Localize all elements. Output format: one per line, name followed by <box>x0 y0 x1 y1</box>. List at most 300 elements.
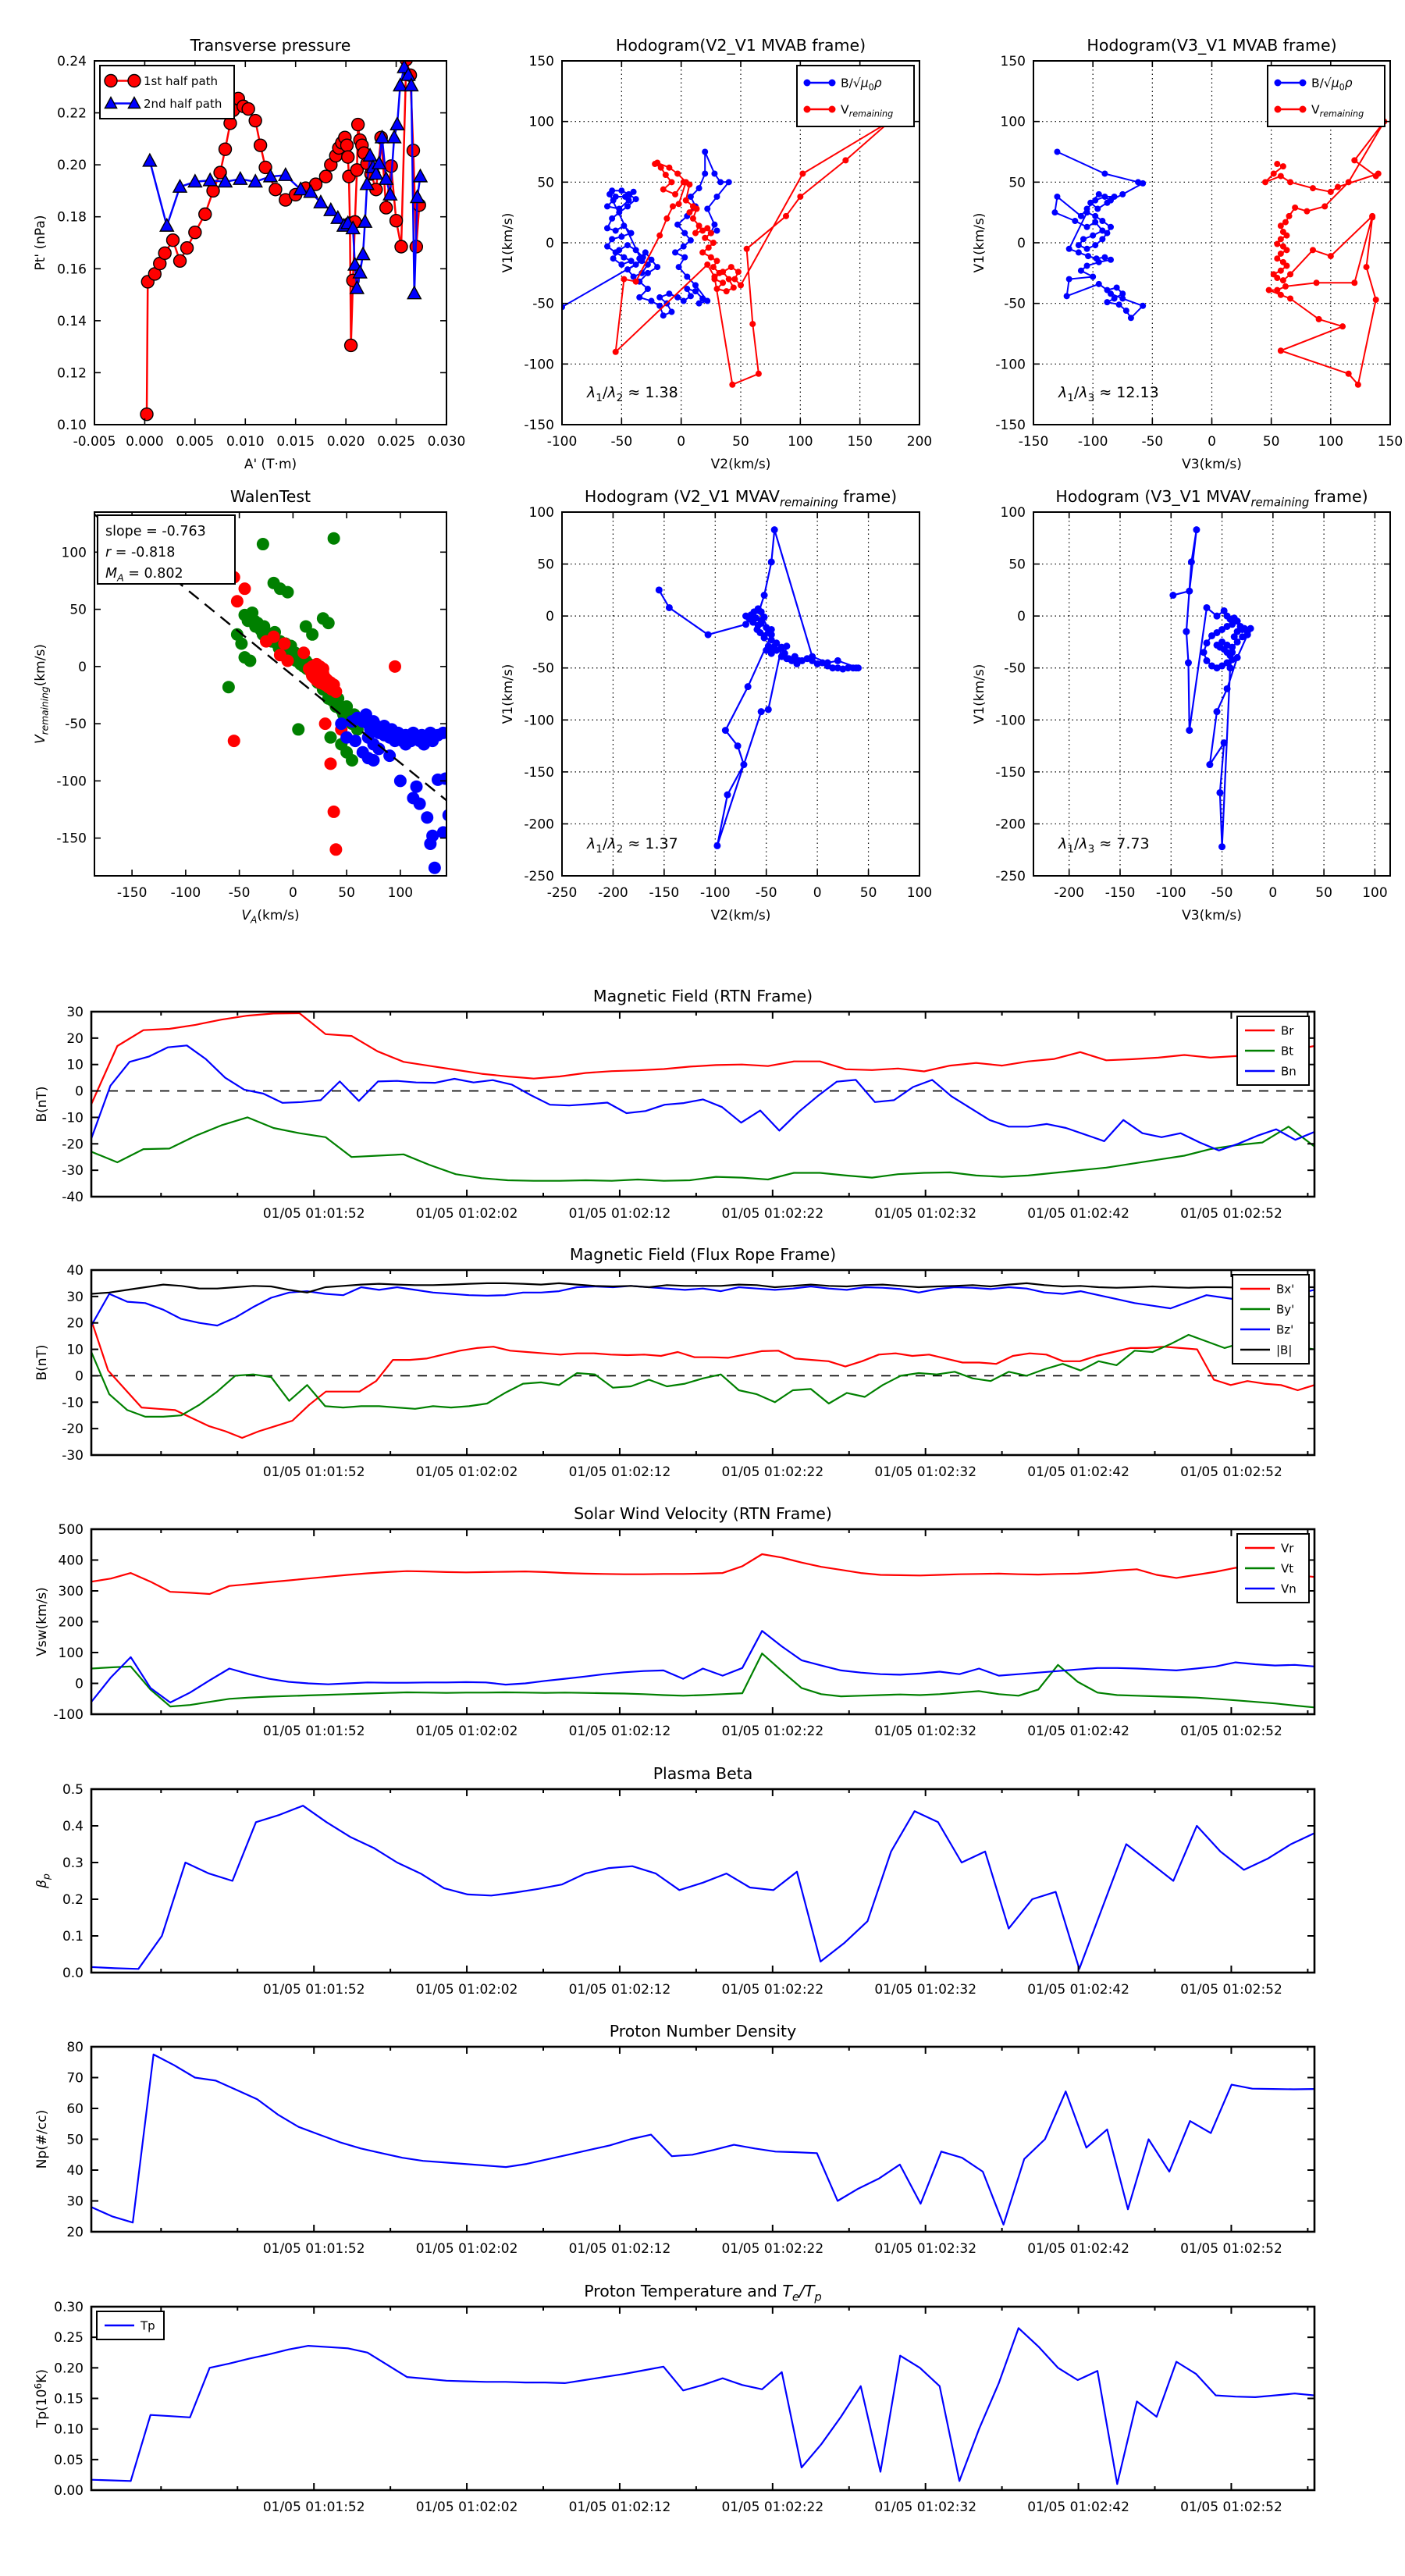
x-tick-label: 01/05 01:01:52 <box>262 2500 365 2515</box>
legend-label: 2nd half path <box>144 97 222 111</box>
dot-marker <box>1227 664 1234 671</box>
dot-marker <box>674 222 681 228</box>
y-tick-label: -200 <box>995 817 1026 833</box>
y-tick-label: -10 <box>62 1110 84 1126</box>
dot-marker <box>783 213 789 219</box>
x-tick-label: 0 <box>1208 434 1216 450</box>
dot-marker <box>710 264 717 270</box>
dot-marker <box>834 657 841 664</box>
x-tick-label: 100 <box>1362 885 1388 901</box>
dot-marker <box>1104 200 1110 206</box>
y-tick-label: 300 <box>58 1584 84 1599</box>
dot-marker <box>1096 191 1102 197</box>
dot-marker <box>681 230 688 237</box>
x-tick-label: 0 <box>1268 885 1278 901</box>
dot-marker <box>663 215 670 222</box>
y-tick-label: -30 <box>62 1448 84 1464</box>
dot-marker <box>346 715 358 728</box>
dot-marker <box>1286 213 1293 219</box>
y-tick-label: 10 <box>66 1342 84 1358</box>
dot-marker <box>1104 299 1110 305</box>
circle-marker <box>199 208 212 220</box>
circle-marker <box>181 242 194 254</box>
legend-label: $V_{remaining}$ <box>1311 102 1364 119</box>
x-tick-label: 100 <box>788 434 813 450</box>
dot-marker <box>1292 205 1298 211</box>
dot-marker <box>228 735 240 747</box>
x-tick-label: 150 <box>1377 434 1403 450</box>
p6-series-group <box>91 1806 1314 1969</box>
x-tick-label: 100 <box>906 885 933 901</box>
chart-title-c4: WalenTest <box>229 487 311 506</box>
dot-marker <box>656 294 663 301</box>
dot-marker <box>1278 173 1284 180</box>
dot-marker <box>1310 185 1316 191</box>
dot-marker <box>1186 727 1193 734</box>
stat-line-2: $M_A = 0.802$ <box>105 566 183 584</box>
dot-marker <box>1373 173 1379 180</box>
chart-title-p8: Proton Temperature and $T_e/T_p$ <box>584 2282 822 2304</box>
dot-marker <box>437 727 450 739</box>
x-tick-label: 100 <box>1318 434 1344 450</box>
dot-marker <box>239 582 251 595</box>
dot-marker <box>328 532 340 545</box>
y-tick-label: 20 <box>66 1030 84 1047</box>
dot-marker <box>1108 257 1114 263</box>
dot-marker <box>616 209 622 215</box>
y-tick-label: -150 <box>56 831 87 847</box>
circle-marker <box>140 408 153 421</box>
legend-c2 <box>797 66 914 126</box>
legend-label: |B| <box>1276 1343 1293 1357</box>
dot-marker <box>708 230 714 237</box>
dot-marker <box>1096 281 1102 287</box>
y-tick-label: 0.24 <box>57 54 87 69</box>
y-tick-label: 0 <box>75 1083 84 1100</box>
x-tick-label: 50 <box>1315 885 1332 901</box>
dot-marker <box>1084 246 1090 252</box>
dot-marker <box>740 761 747 768</box>
dot-marker <box>1090 233 1096 239</box>
dot-marker <box>660 312 667 318</box>
dot-marker <box>1355 382 1361 388</box>
circle-marker <box>407 144 419 157</box>
y-tick-label: 100 <box>61 545 87 561</box>
x-tick-label: 01/05 01:02:12 <box>568 2241 671 2257</box>
c6-series-group <box>1169 526 1254 850</box>
dot-marker <box>624 242 631 248</box>
dot-marker <box>761 592 768 599</box>
dot-marker <box>1084 209 1090 215</box>
x-tick-label: 01/05 01:02:22 <box>721 2241 824 2257</box>
x-tick-label: 01/05 01:01:52 <box>262 1206 365 1222</box>
x-axis-label: V3(km/s) <box>1182 457 1242 472</box>
dot-marker <box>1101 170 1108 176</box>
legend-p4 <box>1232 1275 1309 1364</box>
stat-line-0: slope = -0.763 <box>105 524 206 539</box>
p3-panel <box>34 987 1314 1222</box>
dot-marker <box>722 727 729 734</box>
x-tick-label: 50 <box>338 885 355 901</box>
x-tick-label: 01/05 01:01:52 <box>262 1724 365 1739</box>
y-tick-label: 0.4 <box>62 1819 84 1834</box>
x-tick-label: 0.020 <box>326 434 365 450</box>
dot-marker <box>756 607 763 614</box>
p6-ticks <box>62 1782 1314 1998</box>
c3-series-group <box>1051 119 1387 388</box>
x-tick-label: 0 <box>288 885 297 901</box>
x-tick-label: 0.025 <box>377 434 415 450</box>
series-Np <box>91 2055 1314 2225</box>
c5-ticks <box>524 505 932 901</box>
y-tick-label: 0.22 <box>57 105 87 122</box>
x-tick-label: -150 <box>1104 885 1136 901</box>
dot-marker <box>1092 219 1098 226</box>
y-tick-label: -100 <box>995 357 1026 373</box>
y-tick-label: 10 <box>66 1057 84 1073</box>
x-tick-label: 01/05 01:02:42 <box>1027 1464 1129 1480</box>
y-tick-label: -100 <box>995 713 1026 729</box>
dot-marker <box>1234 654 1241 661</box>
y-tick-label: 100 <box>528 114 554 130</box>
dot-marker <box>1278 222 1284 229</box>
x-tick-label: 01/05 01:02:32 <box>874 1724 977 1739</box>
y-tick-label: -100 <box>524 713 554 729</box>
dot-marker <box>666 290 672 297</box>
x-tick-label: 01/05 01:02:12 <box>568 1206 671 1222</box>
dot-marker <box>1169 592 1176 599</box>
y-tick-label: 50 <box>537 557 554 573</box>
legend-p3 <box>1237 1016 1309 1085</box>
dot-marker <box>713 842 720 849</box>
circle-marker <box>395 240 407 253</box>
dot-marker <box>618 262 624 268</box>
y-tick-label: 0.30 <box>54 2300 84 2315</box>
x-tick-label: -50 <box>1141 434 1164 450</box>
x-tick-label: -50 <box>228 885 251 901</box>
legend-c1 <box>100 66 234 119</box>
series-Bn <box>91 1045 1314 1151</box>
c1-panel <box>33 36 465 472</box>
dot-marker <box>1092 213 1098 219</box>
dot-marker <box>1208 632 1215 639</box>
y-tick-label: 50 <box>1008 175 1026 191</box>
x-tick-label: 50 <box>859 885 877 901</box>
dot-marker <box>692 282 699 288</box>
dot-marker <box>636 255 642 262</box>
y-tick-label: 0.15 <box>54 2391 84 2407</box>
dot-marker <box>329 843 342 856</box>
dot-marker <box>633 196 639 202</box>
dot-marker <box>1101 194 1108 200</box>
dot-marker <box>1244 632 1251 639</box>
y-tick-label: 50 <box>1008 557 1026 573</box>
y-tick-label: -150 <box>995 764 1026 781</box>
circle-marker <box>189 226 201 239</box>
dot-marker <box>1101 254 1108 261</box>
axes-box-p3 <box>91 1012 1314 1197</box>
y-tick-label: 0.25 <box>54 2330 84 2347</box>
y-axis-label: $Tp(10^6K)$ <box>33 2368 50 2428</box>
x-tick-label: 01/05 01:02:42 <box>1027 1982 1129 1998</box>
dot-marker <box>231 595 244 607</box>
triangle-marker <box>160 219 173 231</box>
circle-marker <box>242 103 254 116</box>
dot-marker <box>1239 626 1246 633</box>
dot-marker <box>633 247 639 253</box>
p3-series-group <box>91 1013 1314 1181</box>
dot-marker <box>694 206 700 212</box>
dot-marker <box>1369 214 1375 220</box>
dot-marker <box>735 742 742 749</box>
dot-marker <box>1278 268 1284 274</box>
dot-marker <box>636 294 642 301</box>
y-tick-label: 0.00 <box>54 2483 84 2499</box>
dot-marker <box>1084 224 1090 230</box>
x-tick-label: -100 <box>170 885 201 901</box>
dot-marker <box>411 781 423 793</box>
triangle-marker <box>390 118 404 130</box>
dot-marker <box>1128 315 1134 321</box>
x-tick-label: -50 <box>755 885 777 901</box>
y-tick-label: 0.05 <box>54 2452 84 2468</box>
dot-marker <box>1218 843 1225 850</box>
dot-marker <box>749 321 756 327</box>
dot-marker <box>1066 276 1072 283</box>
annotation-c6: $\lambda_1/\lambda_3 \approx 7.73$ <box>1058 835 1150 856</box>
annotation-c3: $\lambda_1/\lambda_3 \approx 12.13$ <box>1058 384 1159 404</box>
y-tick-label: 20 <box>66 1315 84 1332</box>
dot-marker <box>804 80 811 87</box>
dot-marker <box>633 279 639 285</box>
dot-marker <box>706 244 712 251</box>
y-axis-label: V1(km/s) <box>972 212 987 273</box>
y-tick-label: -50 <box>1004 296 1026 312</box>
dot-marker <box>1116 301 1122 308</box>
circle-marker <box>269 183 282 196</box>
dot-marker <box>668 309 674 315</box>
legend-label: $B/√\mu_0\rho$ <box>841 76 882 93</box>
dot-marker <box>663 172 669 178</box>
legend-c3 <box>1268 66 1385 126</box>
x-tick-label: -100 <box>1155 885 1186 901</box>
dot-marker <box>1335 184 1341 190</box>
chart-title-p6: Plasma Beta <box>653 1764 753 1783</box>
dot-marker <box>674 170 681 176</box>
circle-marker <box>380 201 393 214</box>
dot-marker <box>656 233 663 239</box>
dot-marker <box>443 809 455 821</box>
series-Tp <box>91 2328 1314 2484</box>
c2-panel <box>500 36 932 472</box>
dot-marker <box>1078 213 1084 219</box>
y-tick-label: 40 <box>66 2163 84 2179</box>
dot-marker <box>1221 739 1228 746</box>
y-tick-label: -100 <box>56 774 87 790</box>
dot-marker <box>778 644 785 651</box>
dot-marker <box>645 270 651 276</box>
y-tick-label: -150 <box>524 418 554 433</box>
dot-marker <box>609 236 615 242</box>
axes-box-p4 <box>91 1270 1314 1455</box>
dot-marker <box>1283 233 1289 239</box>
y-axis-label: Vsw(km/s) <box>34 1587 50 1656</box>
dot-marker <box>628 230 635 237</box>
x-tick-label: 01/05 01:02:22 <box>721 1982 824 1998</box>
dot-marker <box>1092 197 1098 204</box>
dot-marker <box>1186 588 1193 595</box>
dot-marker <box>1364 264 1370 270</box>
axes-box-c6 <box>1033 512 1390 876</box>
y-tick-label: -100 <box>53 1707 84 1723</box>
dot-marker <box>711 170 717 176</box>
x-tick-label: -50 <box>1211 885 1233 901</box>
dot-marker <box>446 731 458 744</box>
dot-marker <box>1092 242 1098 248</box>
y-tick-label: 0.10 <box>57 418 87 433</box>
dot-marker <box>325 757 337 770</box>
triangle-marker <box>143 154 156 166</box>
dot-marker <box>613 227 619 233</box>
chart-title-c6: Hodogram (V3_V1 $MVAV_{remaining}$ frame) <box>1055 487 1368 510</box>
dot-marker <box>1278 292 1284 298</box>
chart-title-c3: Hodogram(V3_V1 MVAB frame) <box>1087 36 1337 55</box>
chart-title-c5: Hodogram (V2_V1 $MVAV_{remaining}$ frame) <box>584 487 898 510</box>
dot-marker <box>753 626 760 633</box>
y-axis-label: $\beta_p$ <box>34 1873 52 1888</box>
dot-marker <box>702 170 708 176</box>
y-tick-label: -250 <box>995 869 1026 884</box>
dot-marker <box>686 209 692 215</box>
y-axis-label: V1(km/s) <box>972 664 987 724</box>
dot-marker <box>670 203 676 209</box>
dot-marker <box>696 301 702 307</box>
dot-marker <box>1076 249 1082 255</box>
axes-box-c5 <box>562 512 919 876</box>
dot-marker <box>1229 649 1236 656</box>
dot-marker <box>768 558 775 565</box>
legend-p8 <box>97 2311 164 2339</box>
dot-marker <box>1283 263 1289 269</box>
dot-marker <box>1266 287 1272 294</box>
dot-marker <box>761 635 768 642</box>
dot-marker <box>771 526 778 533</box>
dot-marker <box>731 284 737 290</box>
y-tick-label: -150 <box>995 418 1026 433</box>
y-tick-label: 50 <box>69 602 87 618</box>
dot-marker <box>329 685 342 698</box>
x-tick-label: 01/05 01:02:52 <box>1180 1464 1282 1480</box>
p8-series-group <box>91 2328 1314 2484</box>
dot-marker <box>684 273 690 279</box>
p7-panel <box>34 2022 1314 2257</box>
dot-marker <box>306 660 318 673</box>
dot-marker <box>656 586 663 593</box>
y-tick-label: 0 <box>75 1676 84 1692</box>
y-tick-label: -50 <box>1004 660 1026 677</box>
circle-marker <box>219 143 232 155</box>
dot-marker <box>702 149 708 155</box>
legend-label: Bz' <box>1276 1322 1294 1337</box>
y-tick-label: 0.10 <box>54 2421 84 2438</box>
legend-label: $B/√\mu_0\rho$ <box>1311 76 1353 93</box>
dot-marker <box>616 247 622 253</box>
dot-marker <box>681 298 687 304</box>
dot-marker <box>681 244 687 250</box>
dot-marker <box>1099 236 1105 242</box>
dot-marker <box>829 80 836 87</box>
chart-title-c2: Hodogram(V2_V1 MVAB frame) <box>615 36 866 55</box>
y-tick-label: -30 <box>62 1163 84 1179</box>
dot-marker <box>654 159 660 165</box>
c5-panel <box>500 487 932 923</box>
dot-marker <box>1287 271 1293 277</box>
dot-marker <box>1287 179 1293 185</box>
dot-marker <box>702 235 708 241</box>
dot-marker <box>1203 639 1210 646</box>
y-tick-label: 0.2 <box>62 1892 84 1908</box>
dot-marker <box>713 258 720 264</box>
dot-marker <box>1271 170 1277 176</box>
dot-marker <box>1275 106 1282 113</box>
x-axis-label: V2(km/s) <box>710 908 771 923</box>
dot-marker <box>660 187 667 193</box>
dot-marker <box>713 227 720 233</box>
dot-marker <box>1316 316 1322 322</box>
p7-ticks <box>66 2040 1314 2257</box>
dot-marker <box>809 653 816 660</box>
dot-marker <box>1114 284 1120 290</box>
y-tick-label: 0.1 <box>62 1929 84 1944</box>
p5-series-group <box>91 1554 1314 1707</box>
y-tick-label: 150 <box>528 54 554 69</box>
p8-ticks <box>54 2300 1314 2515</box>
dot-marker <box>683 197 689 204</box>
dot-marker <box>1084 263 1090 269</box>
y-axis-label: $V_{remaining}(km/s)$ <box>33 644 51 744</box>
y-tick-label: -20 <box>62 1137 84 1153</box>
circle-marker <box>345 339 357 351</box>
x-tick-label: 0.010 <box>226 434 265 450</box>
dot-marker <box>1108 224 1114 230</box>
dot-marker <box>1072 218 1078 224</box>
x-tick-label: 01/05 01:02:22 <box>721 1464 824 1480</box>
dot-marker <box>1099 218 1105 224</box>
x-tick-label: -100 <box>699 885 731 901</box>
dot-marker <box>1066 246 1072 252</box>
x-tick-label: 01/05 01:02:12 <box>568 2500 671 2515</box>
dot-marker <box>642 249 649 255</box>
x-tick-label: 01/05 01:02:02 <box>415 1982 518 1998</box>
dot-marker <box>745 683 752 690</box>
dot-marker <box>621 276 627 283</box>
x-tick-label: 01/05 01:02:42 <box>1027 1724 1129 1739</box>
x-axis-label: $V_A(km/s)$ <box>241 908 300 926</box>
dot-marker <box>672 249 678 255</box>
dot-marker <box>609 215 615 222</box>
dot-marker <box>257 538 269 550</box>
dot-marker <box>1203 657 1210 664</box>
x-tick-label: 01/05 01:01:52 <box>262 1982 365 1998</box>
dot-marker <box>666 604 673 611</box>
dot-marker <box>1300 80 1307 87</box>
dot-marker <box>1183 628 1190 635</box>
dot-marker <box>1140 303 1146 309</box>
dot-marker <box>222 681 235 693</box>
x-tick-label: 01/05 01:02:12 <box>568 1464 671 1480</box>
dot-marker <box>744 246 750 252</box>
dot-marker <box>645 286 651 292</box>
